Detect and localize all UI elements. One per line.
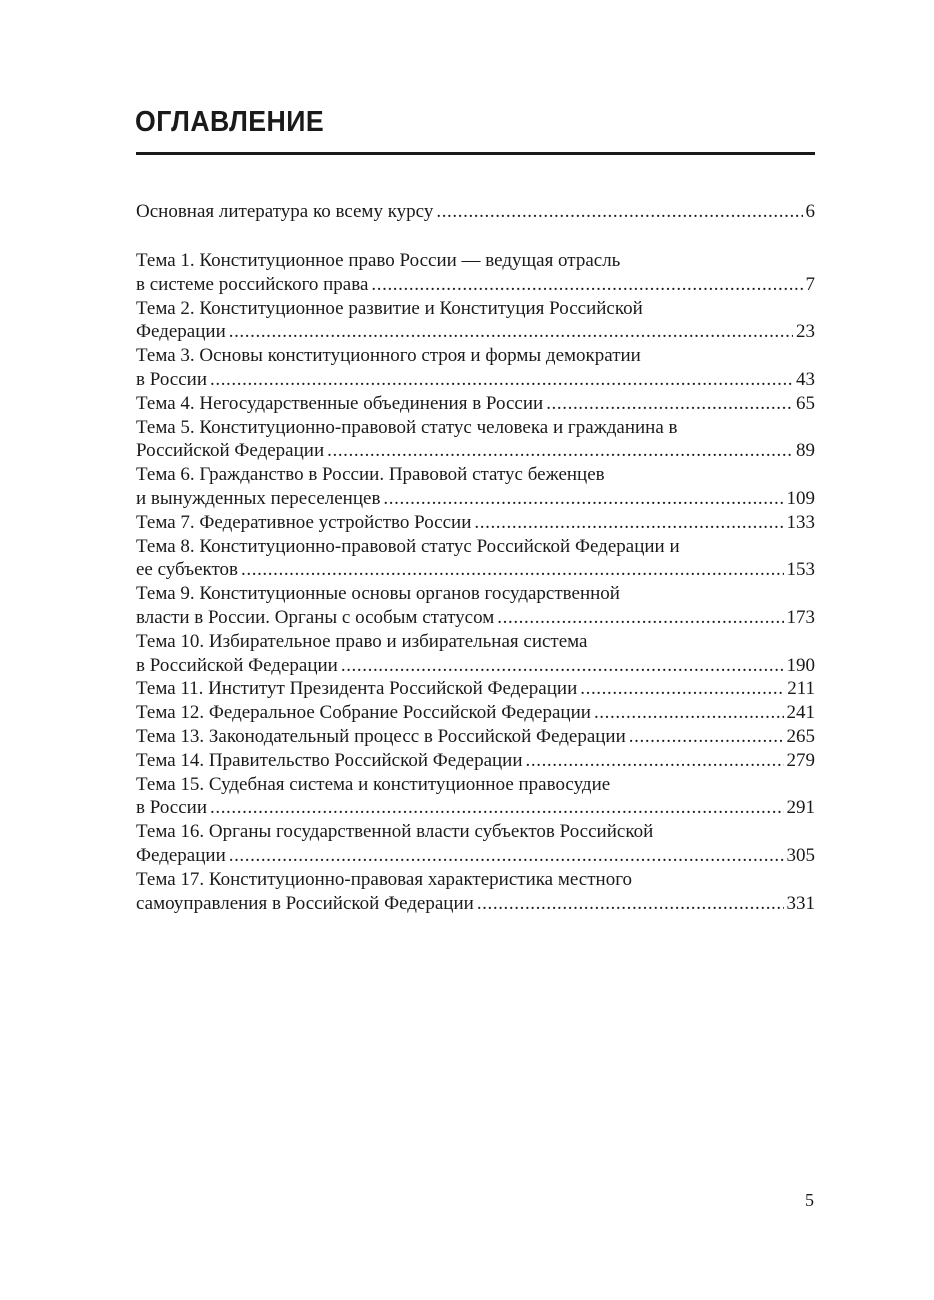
entry-text: в Российской Федерации xyxy=(136,654,338,676)
toc-entry xyxy=(136,416,815,464)
entry-text: Тема 13. Законодательный процесс в Российской Федерации xyxy=(136,725,626,747)
entry-text: власти в России. Органы с особым статусом xyxy=(136,606,495,628)
entry-text: Тема 4. Негосударственные объединения в России xyxy=(136,392,544,414)
entry-text: Тема 5. Конституционно-правовой статус человека и гражданина в xyxy=(136,416,678,438)
dot-leader xyxy=(580,677,784,701)
entry-text: в России xyxy=(136,797,207,819)
entry-page: 241 xyxy=(786,702,815,724)
entry-text: ее субъектов xyxy=(136,559,239,581)
dot-leader xyxy=(629,725,784,749)
entry-page: 291 xyxy=(786,797,815,819)
dot-leader xyxy=(327,439,793,463)
entry-page: 153 xyxy=(786,559,815,581)
page-title: ОГЛАВЛЕНИЕ xyxy=(135,106,325,138)
entry-text: Российской Федерации xyxy=(136,440,325,462)
dot-leader xyxy=(474,511,783,535)
toc-entry xyxy=(136,749,815,773)
entry-text: Тема 9. Конституционные основы органов государственной xyxy=(136,583,620,605)
entry-page: 7 xyxy=(805,273,815,295)
entry-text: Тема 15. Судебная система и конституционное правосудие xyxy=(136,773,611,795)
entry-text: Тема 3. Основы конституционного строя и формы демократии xyxy=(136,345,641,367)
entry-text: Федерации xyxy=(136,844,226,866)
toc-entry xyxy=(136,868,815,916)
toc-entry xyxy=(136,344,815,392)
toc-entry xyxy=(136,463,815,511)
entry-page: 265 xyxy=(786,725,815,747)
entry-page: 279 xyxy=(786,749,815,771)
toc-entry xyxy=(136,701,815,725)
toc-entry xyxy=(136,535,815,583)
entry-text: Тема 11. Институт Президента Российской Федерации xyxy=(136,678,578,700)
dot-leader xyxy=(229,320,793,344)
entry-text: в России xyxy=(136,368,207,390)
dot-leader xyxy=(436,200,802,224)
entry-page: 23 xyxy=(796,321,815,343)
toc-entry xyxy=(136,582,815,630)
entry-text: самоуправления в Российской Федерации xyxy=(136,892,474,914)
entry-page: 109 xyxy=(786,487,815,509)
entry-text: в системе российского права xyxy=(136,273,369,295)
entry-page: 305 xyxy=(786,844,815,866)
entry-text: Тема 16. Органы государственной власти субъектов Российской xyxy=(136,821,654,843)
entry-text: Тема 2. Конституционное развитие и Конституция Российской xyxy=(136,297,643,319)
title-divider xyxy=(136,152,815,155)
toc-entry xyxy=(136,630,815,678)
toc-entry xyxy=(136,773,815,821)
dot-leader xyxy=(371,273,802,297)
toc-entry xyxy=(136,725,815,749)
entry-page: 65 xyxy=(796,392,815,414)
dot-leader xyxy=(477,892,784,916)
entry-text: Тема 12. Федеральное Собрание Российской Федерации xyxy=(136,702,591,724)
dot-leader xyxy=(526,749,784,773)
entry-page: 331 xyxy=(786,892,815,914)
entry-text: Тема 14. Правительство Российской Федерации xyxy=(136,749,523,771)
entry-text: Тема 10. Избирательное право и избирательная система xyxy=(136,630,588,652)
dot-leader xyxy=(497,606,783,630)
entry-text: Тема 6. Гражданство в России. Правовой статус беженцев xyxy=(136,464,605,486)
dot-leader xyxy=(383,487,783,511)
entry-page: 190 xyxy=(786,654,815,676)
dot-leader xyxy=(210,368,793,392)
topics-list xyxy=(136,249,815,915)
dot-leader xyxy=(210,796,784,820)
dot-leader xyxy=(241,558,783,582)
entry-page: 173 xyxy=(786,606,815,628)
page-number: 5 xyxy=(805,1190,814,1210)
entry-page: 133 xyxy=(786,511,815,533)
entry-text: Основная литература ко всему курсу xyxy=(136,201,434,222)
dot-leader xyxy=(594,701,784,725)
entry-page: 211 xyxy=(787,678,815,700)
entry-text: Тема 7. Федеративное устройство России xyxy=(136,511,472,533)
toc-entry xyxy=(136,297,815,345)
dot-leader xyxy=(546,392,793,416)
toc-entry xyxy=(136,392,815,416)
entry-text: и вынужденных переселенцев xyxy=(136,487,381,509)
toc-entry xyxy=(136,511,815,535)
entry-text: Тема 1. Конституционное право России — ведущая отрасль xyxy=(136,250,621,271)
toc-entry xyxy=(136,677,815,701)
dot-leader xyxy=(229,844,784,868)
main-literature-entry xyxy=(136,200,815,224)
entry-text: Федерации xyxy=(136,321,226,343)
entry-text: Тема 8. Конституционно-правовой статус Российской Федерации и xyxy=(136,535,680,557)
entry-page: 43 xyxy=(796,368,815,390)
entry-page: 89 xyxy=(796,440,815,462)
entry-page: 6 xyxy=(805,201,815,222)
toc-entry xyxy=(136,249,815,297)
entry-text: Тема 17. Конституционно-правовая характеристика местного xyxy=(136,868,633,890)
toc-entry xyxy=(136,820,815,868)
dot-leader xyxy=(341,654,784,678)
